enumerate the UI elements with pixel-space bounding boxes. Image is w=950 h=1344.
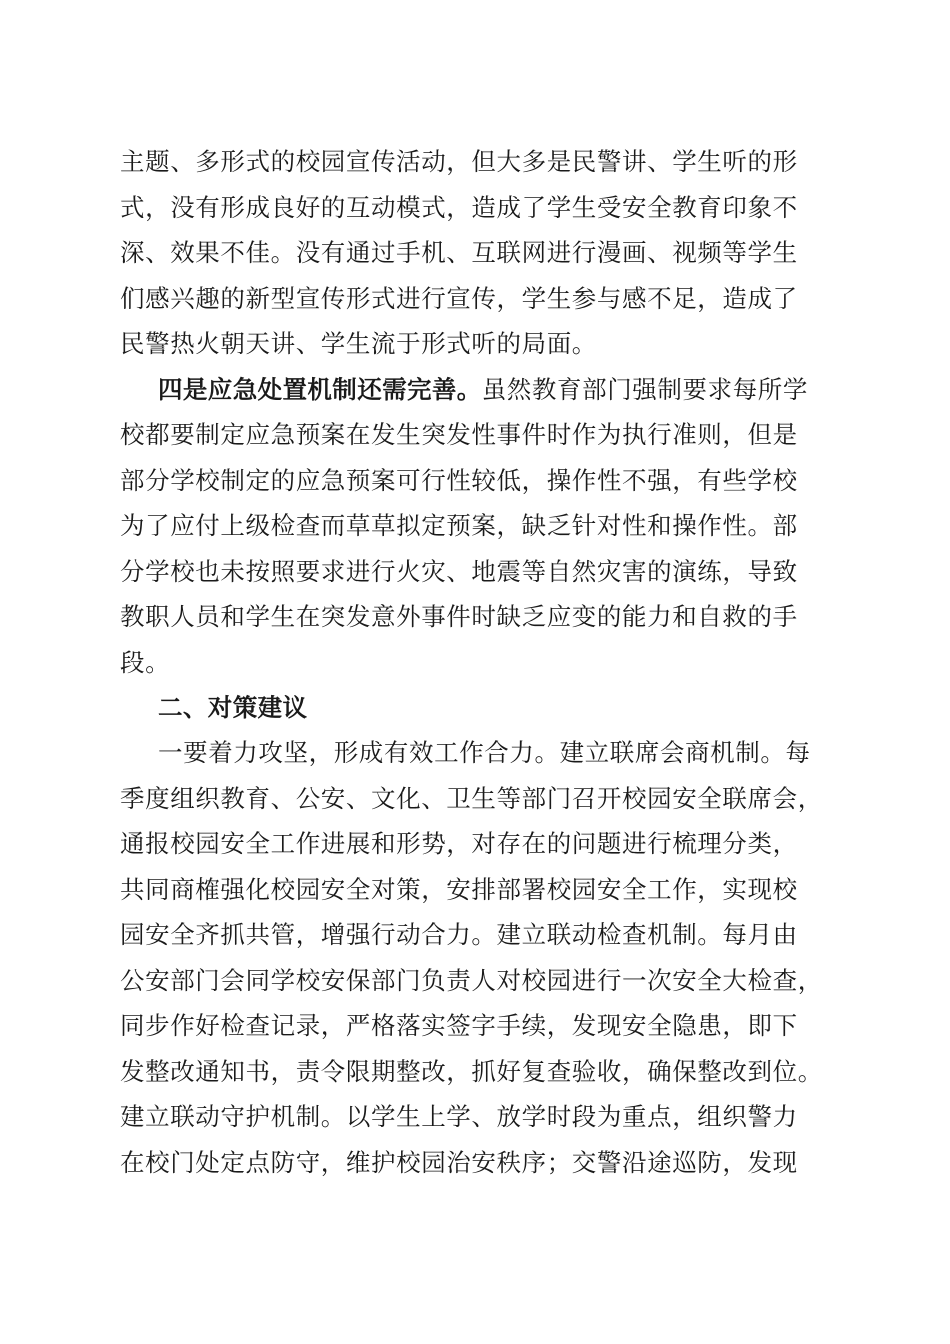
paragraph-line: 们感兴趣的新型宣传形式进行宣传，学生参与感不足，造成了 [120,284,798,313]
paragraph-line: 共同商榷强化校园安全对策，安排部署校园安全工作，实现校 [120,875,798,904]
paragraph-line: 季度组织教育、公安、文化、卫生等部门召开校园安全联席会， [120,784,823,813]
paragraph-line: 段。 [120,648,171,677]
section-heading: 二、对策建议 [158,693,308,722]
paragraph-line: 园安全齐抓共管，增强行动合力。建立联动检查机制。每月由 [120,920,798,949]
paragraph-line: 分学校也未按照要求进行火灾、地震等自然灾害的演练，导致 [120,557,798,586]
paragraph-line: 公安部门会同学校安保部门负责人对校园进行一次安全大检查， [120,966,823,995]
paragraph-line: 部分学校制定的应急预案可行性较低，操作性不强，有些学校 [120,466,798,495]
paragraph-first-line [158,370,808,410]
paragraph-line: 通报校园安全工作进展和形势，对存在的问题进行梳理分类， [120,829,798,858]
paragraph-line: 主题、多形式的校园宣传活动，但大多是民警讲、学生听的形 [120,147,798,176]
paragraph-text: 虽然教育部门强制要求每所学 [481,375,809,404]
paragraph-line: 式，没有形成良好的互动模式，造成了学生受安全教育印象不 [120,193,798,222]
paragraph-line: 教职人员和学生在突发意外事件时缺乏应变的能力和自救的手 [120,602,798,631]
paragraph-line: 为了应付上级检查而草草拟定预案，缺乏针对性和操作性。部 [120,511,798,540]
paragraph-line: 在校门处定点防守，维护校园治安秩序；交警沿途巡防，发现 [120,1148,798,1177]
paragraph-line: 民警热火朝天讲、学生流于形式听的局面。 [120,329,597,358]
paragraph-line: 校都要制定应急预案在发生突发性事件时作为执行准则，但是 [120,420,798,449]
paragraph-line: 建立联动守护机制。以学生上学、放学时段为重点，组织警力 [120,1102,798,1131]
paragraph-line: 一要着力攻坚，形成有效工作合力。建立联席会商机制。每 [158,738,811,767]
paragraph-line: 发整改通知书，责令限期整改，抓好复查验收，确保整改到位。 [120,1057,823,1086]
paragraph-line: 同步作好检查记录，严格落实签字手续，发现安全隐患，即下 [120,1011,798,1040]
paragraph-line: 深、效果不佳。没有通过手机、互联网进行漫画、视频等学生 [120,238,798,267]
paragraph-heading: 四是应急处置机制还需完善。 [158,375,482,404]
